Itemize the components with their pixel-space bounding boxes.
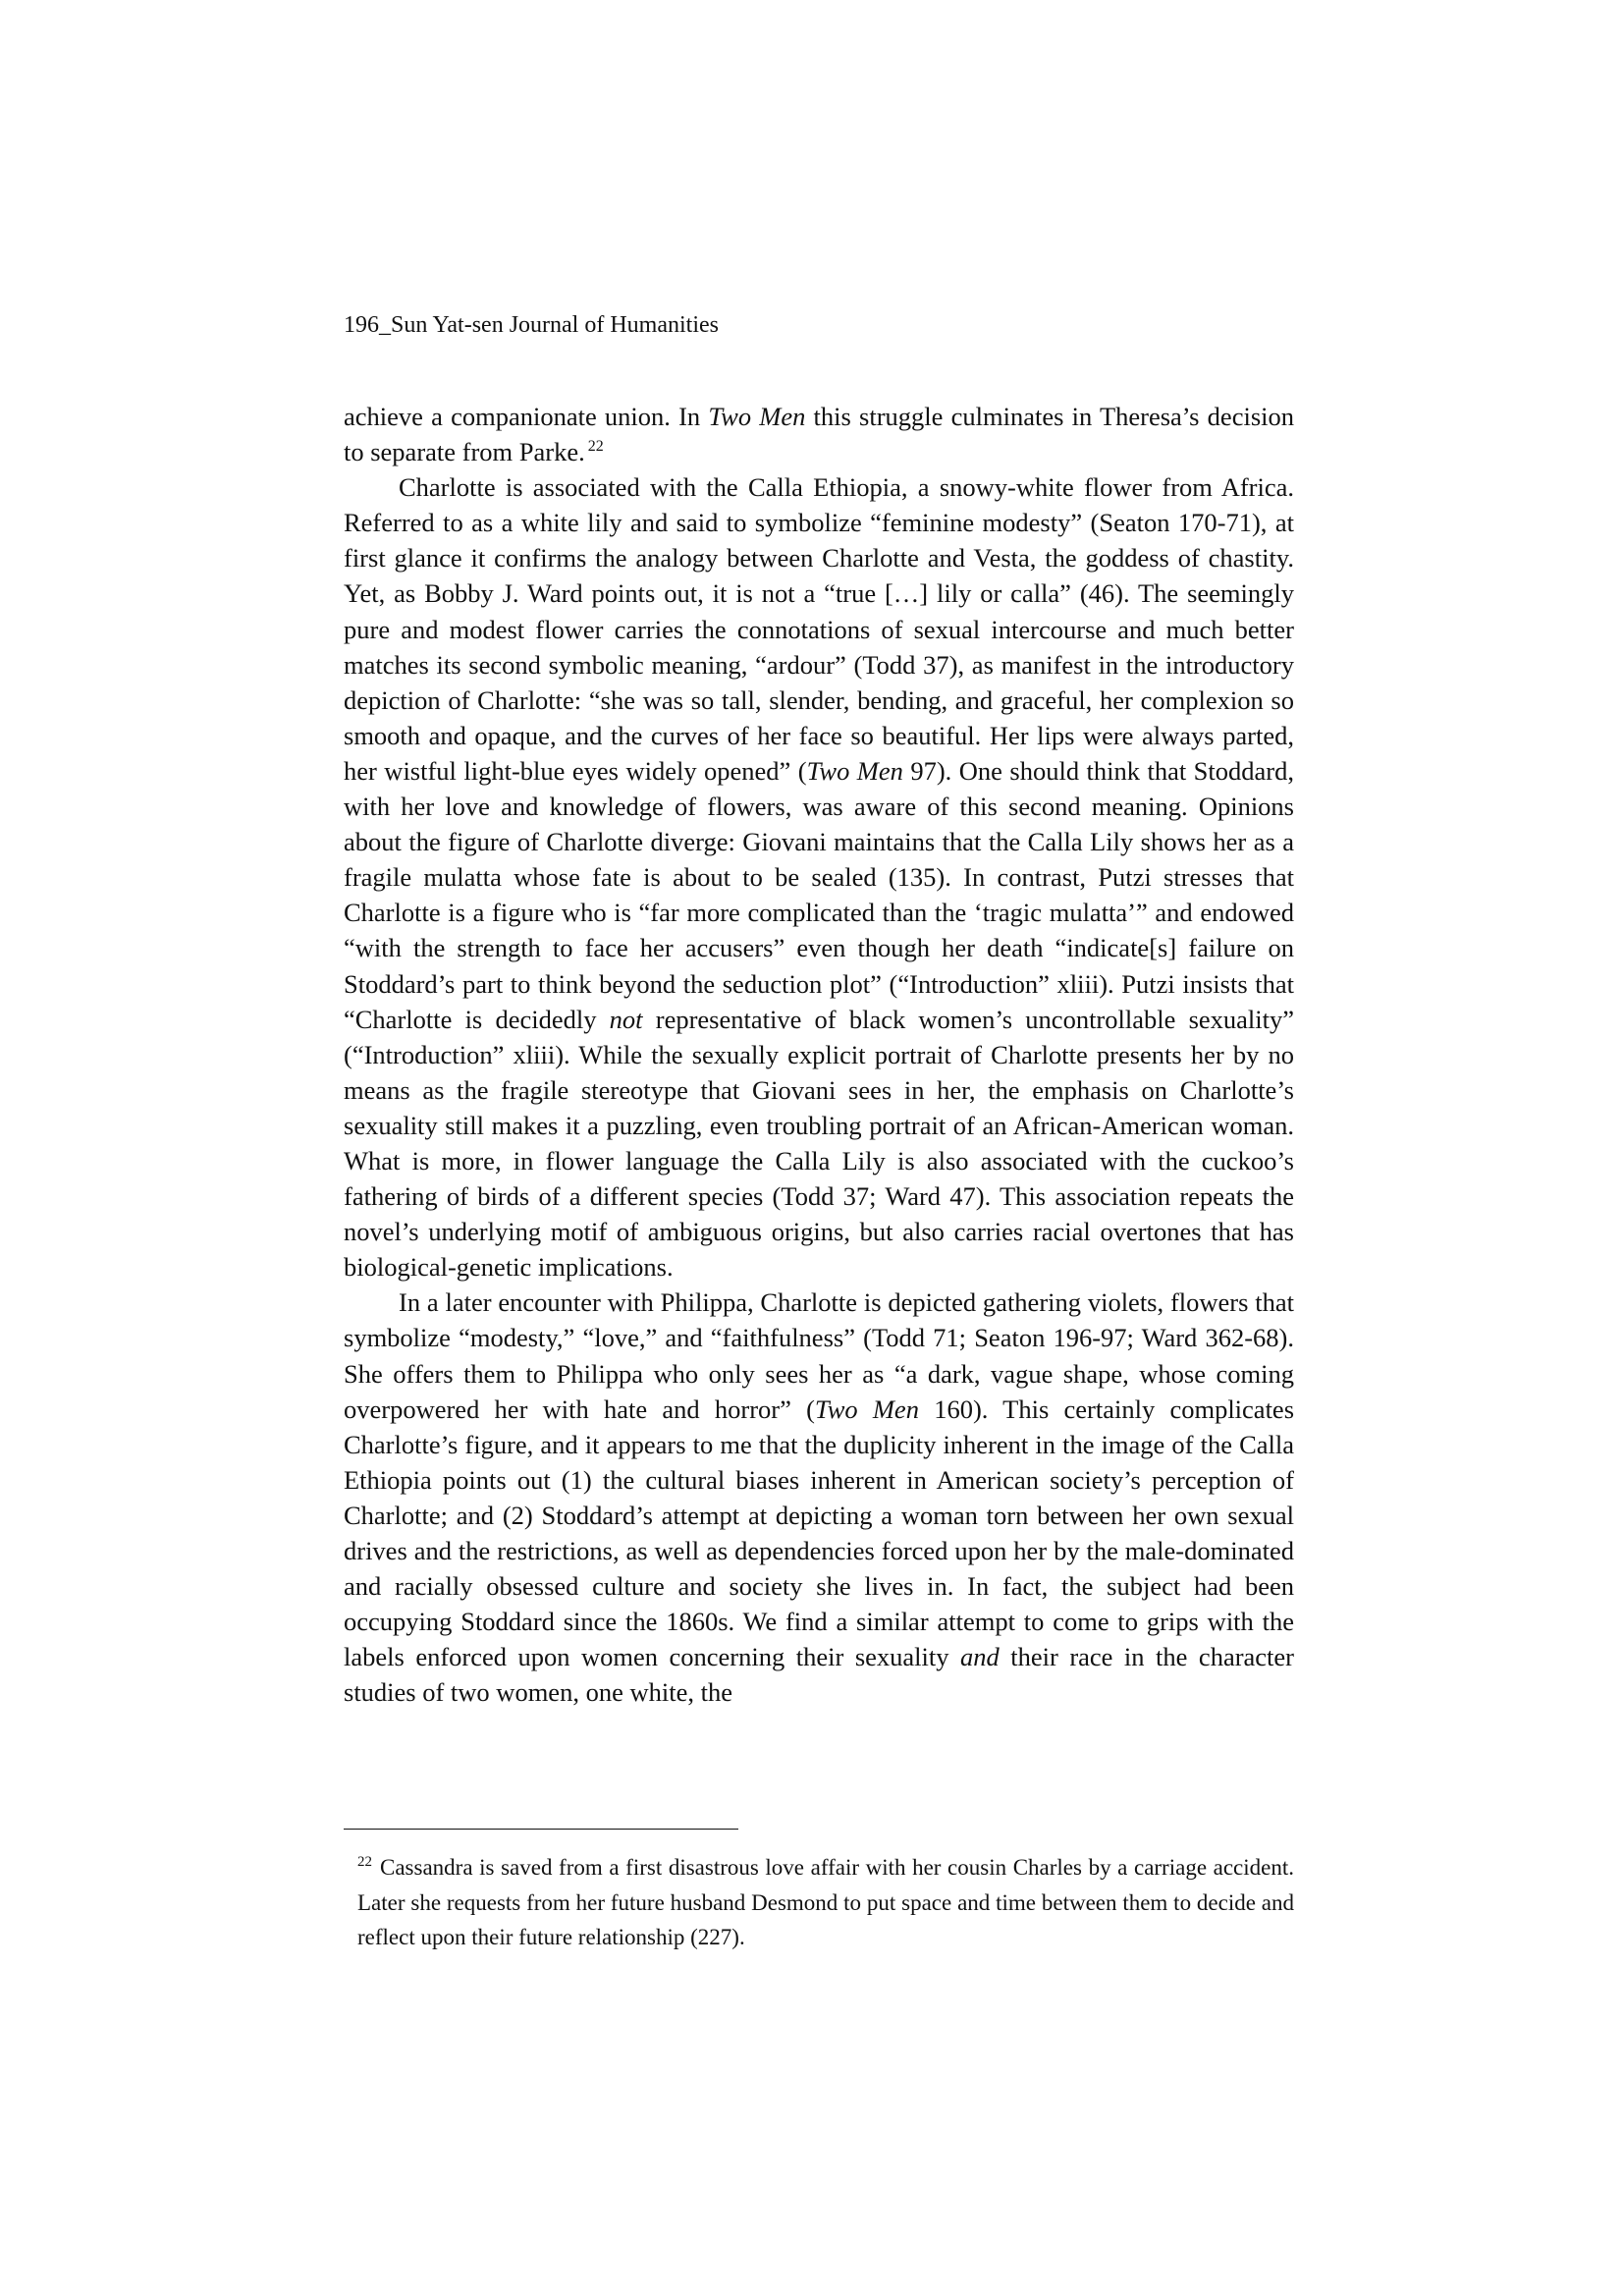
text-run: In a later encounter with Philippa, Charlotte is depicted gathering violets, flowers that symbolize “modesty,” “love,” and “faithfulness” (Todd 71; Seaton 196-97; Ward 362-68). She offers them to Philippa who only sees her as “a dark, vague shape, whose coming overpowered her with hate and horror” ( [344,1287,1294,1424]
text-run: Charlotte is associated with the Calla Ethiopia, a snowy-white flower from Africa. Referred to as a white lily and said to symbolize “feminine modesty” (Seaton 170-71), at first glance it confirms the analogy between Charlotte and Vesta, the goddess of chastity. Yet, as Bobby J. Ward points out, it is not a “true […] lily or calla” (46). The seemingly pure and modest flower carries the connotations of sexual intercourse and much better matches its second symbolic meaning, “ardour” (Todd 37), as manifest in the introductory depiction of Charlotte: “she was so tall, slender, bending, and graceful, her complexion so smooth and opaque, and the curves of her face so beautiful. Her lips were always parted, her wistful light-blue eyes widely opened” ( [344,472,1294,786]
text-run: 160). This certainly complicates Charlotte’s figure, and it appears to me that the duplicity inherent in the image of the Calla Ethiopia points out (1) the cultural biases inherent in American society’s perception of Charlotte; and (2) Stoddard’s attempt at depicting a woman torn between her own sexual drives and the restrictions, as well as dependencies forced upon her by the male-dominated and racially obsessed culture and society she lives in. In fact, the subject had been occupying Stoddard since the 1860s. We find a similar attempt to come to grips with the labels enforced upon women concerning their sexuality [344,1394,1295,1672]
running-head: 196_Sun Yat-sen Journal of Humanities [344,312,719,338]
footnotes [357,1850,1294,1955]
italic-text: and [960,1642,1000,1672]
footnote-number: 22 [357,1854,372,1870]
italic-text: Two Men [806,755,903,786]
text-run: representative of black women’s uncontrollable sexuality” (“Introduction” xliii). While the sexually explicit portrait of Charlotte presents her by no means as the fragile stereotype that Giovani sees in her, the emphasis on Charlotte’s sexuality still makes it a puzzling, even troubling portrait of an African-American woman. What is more, in flower language the Calla Lily is also associated with the cuckoo’s fathering of birds of a different species (Todd 37; Ward 47). This association repeats the novel’s underlying motif of ambiguous origins, but also carries racial overtones that has biological-genetic implications. [344,1004,1294,1283]
body-text [344,399,1294,1710]
footnote-reference: 22 [587,438,604,456]
text-run: achieve a companionate union. In [344,402,709,431]
italic-text: not [609,1004,643,1034]
italic-text: Two Men [814,1394,919,1424]
body-paragraph [344,399,1294,469]
footnote-text: Cassandra is saved from a first disastrous love affair with her cousin Charles by a carriage accident. Later she requests from her future husband Desmond to put space and time between them to decide and reflect upon their future relationship (227). [357,1855,1294,1949]
footnote-separator [344,1829,738,1830]
text-run: this struggle culminates in Theresa’s decision to separate from Parke. [344,402,1294,467]
text-run: their race in the character studies of two women, one white, the [344,1642,1295,1708]
body-paragraph [344,469,1294,1285]
body-paragraph [344,1285,1294,1710]
footnote [357,1850,1294,1955]
italic-text: Two Men [708,402,806,431]
text-run: 97). One should think that Stoddard, with her love and knowledge of flowers, was aware of this second meaning. Opinions about the figure of Charlotte diverge: Giovani maintains that the Calla Lily shows her as a fragile mulatta whose fate is about to be sealed (135). In contrast, Putzi stresses that Charlotte is a figure who is “far more complicated than the ‘tragic mulatta’” and endowed “with the strength to face her accusers” even though her death “indicate[s] failure on Stoddard’s part to think beyond the seduction plot” (“Introduction” xliii). Putzi insists that “Charlotte is decidedly [344,755,1294,1034]
